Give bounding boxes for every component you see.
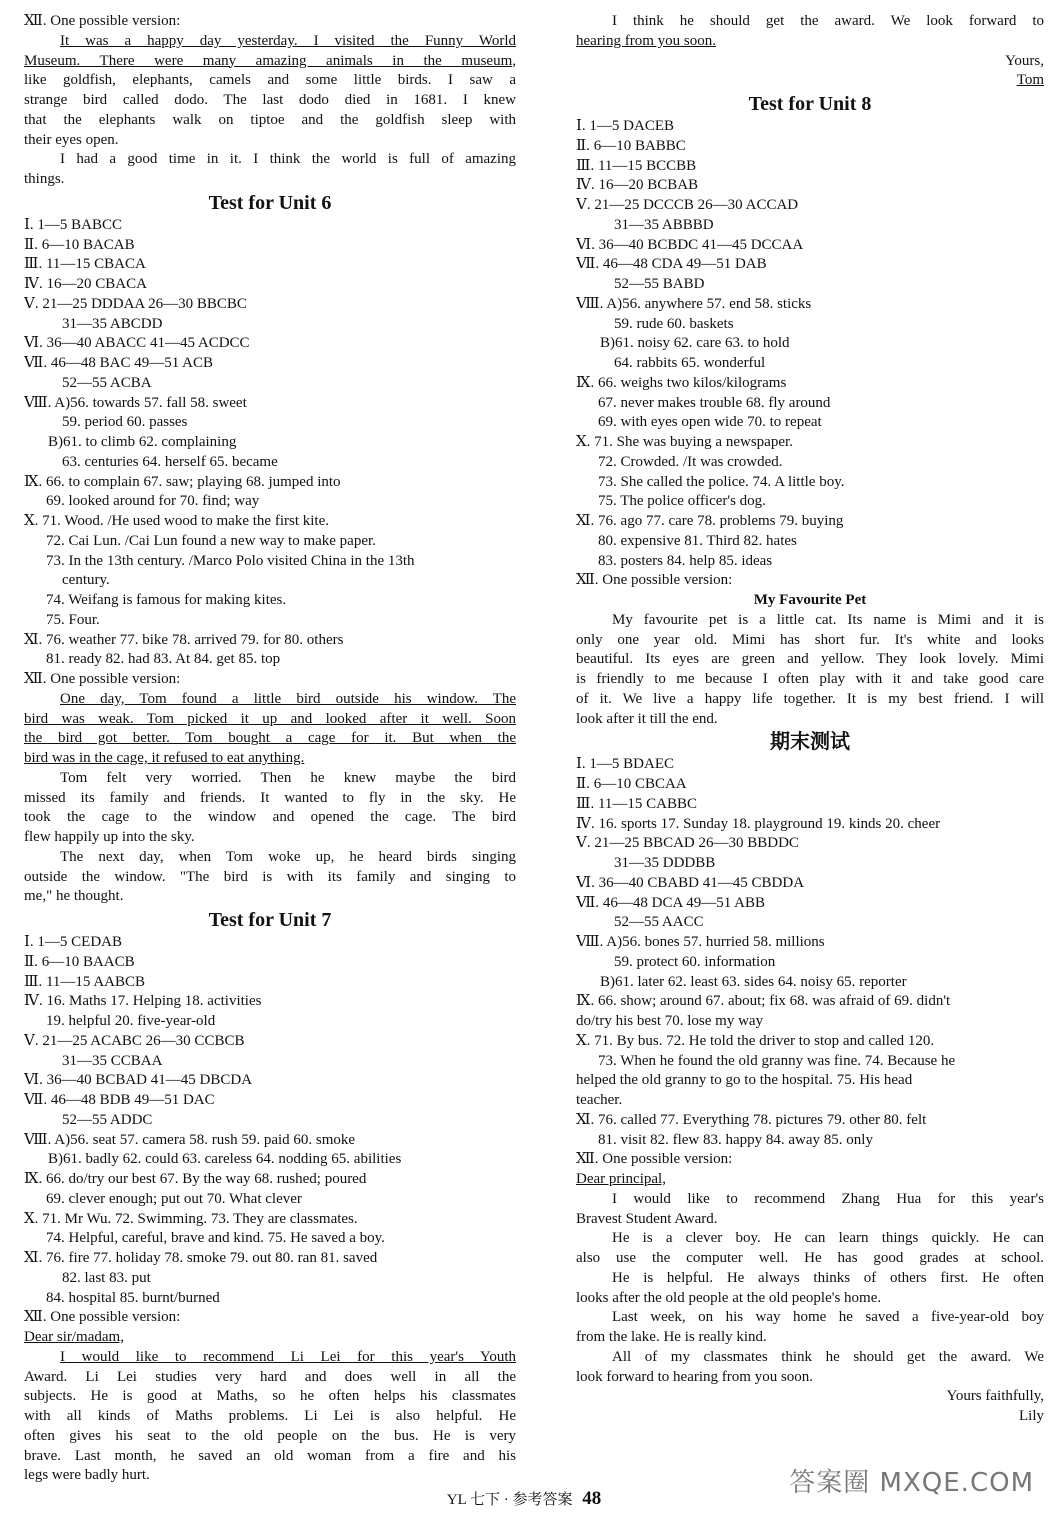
text-line: flew happily up into the sky.: [24, 829, 195, 845]
text-line: Ⅱ. 6—10 BAACB: [24, 953, 135, 970]
text-line: 83. posters 84. help 85. ideas: [598, 552, 773, 569]
text-line: He is helpful. He always thinks of others first. He often: [612, 1269, 1044, 1286]
text-line: Ⅻ. One possible version:: [24, 671, 181, 687]
text-line: Ⅹ. 71. She was buying a newspaper.: [576, 434, 793, 450]
text-line: Ⅺ. 76. weather 77. bike 78. arrived 79. for 80. others: [24, 631, 344, 648]
text-line: I had a good time in it. I think the world is full of amazing: [60, 151, 516, 168]
text-line: 52—55 ADDC: [62, 1111, 153, 1128]
text-line: Ⅺ. 76. ago 77. care 78. problems 79. buying: [576, 513, 844, 529]
text-line: is friendly to me because I often play with it and take good care: [576, 671, 1044, 687]
text-line: Ⅺ. 76. fire 77. holiday 78. smoke 79. out 80. ran 81. saved: [24, 1250, 378, 1266]
text-line: 69. with eyes open wide 70. to repeat: [598, 414, 822, 431]
text-line: Lily: [1019, 1408, 1044, 1424]
text-line: My Favourite Pet: [753, 592, 867, 608]
text-line: 73. In the 13th century. /Marco Polo visited China in the 13th: [46, 552, 415, 569]
text-line: Ⅵ. 36—40 BCBDC 41—45 DCCAA: [576, 236, 804, 253]
text-line: B)61. badly 62. could 63. careless 64. nodding 65. abilities: [48, 1151, 402, 1168]
text-line: My favourite pet is a little cat. Its name is Mimi and it is: [612, 611, 1044, 628]
text-line: missed its family and friends. It wanted to fly in the sky. He: [24, 789, 516, 806]
text-line: Ⅰ. 1—5 DACEB: [576, 118, 675, 134]
text-line: 80. expensive 81. Third 82. hates: [598, 532, 797, 549]
text-line: with all kinds of Maths problems. Li Lei is also helpful. He: [24, 1408, 516, 1424]
text-line: Ⅶ. 46—48 CDA 49—51 DAB: [576, 256, 767, 273]
text-line: Ⅴ. 21—25 BBCAD 26—30 BBDDC: [576, 835, 799, 852]
text-line: also use the computer well. He has good grades at school.: [576, 1250, 1044, 1266]
text-line: Ⅸ. 66. show; around 67. about; fix 68. was afraid of 69. didn't: [576, 993, 951, 1010]
text-line: 52—55 ACBA: [62, 374, 152, 391]
right-column: [576, 12, 1044, 1427]
text-line: Ⅰ. 1—5 BABCC: [24, 216, 123, 233]
text-line: 64. rabbits 65. wonderful: [614, 355, 766, 371]
text-line: 52—55 BABD: [614, 276, 705, 292]
text-line: look forward to hearing from you soon.: [576, 1368, 814, 1385]
text-line: Dear sir/madam,: [24, 1329, 124, 1345]
text-line: took the cage to the window and opened the cage. The bird: [24, 809, 516, 826]
text-line: Ⅺ. 76. called 77. Everything 78. pictures 79. other 80. felt: [576, 1111, 927, 1128]
text-line: 74. Helpful, careful, brave and kind. 75. He saved a boy.: [46, 1230, 385, 1247]
text-line: Museum. There were many amazing animals in the museum,: [24, 52, 516, 69]
text-line: Ⅻ. One possible version:: [576, 572, 733, 589]
text-line: the bird got better. Tom bought a cage for it. But when the: [24, 730, 516, 747]
text-line: I would like to recommend Li Lei for this year's Youth: [60, 1348, 516, 1365]
text-line: 31—35 DDDBB: [614, 855, 716, 871]
section-heading: Test for Unit 8: [748, 93, 872, 115]
text-line: Ⅸ. 66. weighs two kilos/kilograms: [576, 374, 787, 391]
text-line: B)61. noisy 62. care 63. to hold: [600, 335, 790, 352]
text-line: teacher.: [576, 1092, 623, 1108]
text-line: Ⅷ. A)56. towards 57. fall 58. sweet: [24, 394, 247, 411]
text-line: It was a happy day yesterday. I visited the Funny World: [60, 32, 516, 49]
text-line: beautiful. Its eyes are green and yellow. They look lovely. Mimi: [576, 651, 1044, 668]
text-line: 59. period 60. passes: [62, 414, 188, 431]
text-line: subjects. He is good at Maths, so he often helps his classmates: [24, 1388, 516, 1405]
text-line: brave. Last month, he saved an old woman from a fire and his: [24, 1447, 516, 1464]
text-line: 69. clever enough; put out 70. What clever: [46, 1190, 302, 1207]
text-line: Award. Li Lei studies very hard and does well in all the: [24, 1368, 516, 1385]
text-line: 73. She called the police. 74. A little boy.: [598, 473, 845, 490]
text-line: their eyes open.: [24, 131, 119, 148]
text-line: 84. hospital 85. burnt/burned: [46, 1289, 220, 1306]
text-line: The next day, when Tom woke up, he heard birds singing: [60, 848, 516, 865]
text-line: Ⅳ. 16. Maths 17. Helping 18. activities: [24, 993, 262, 1010]
text-line: 69. looked around for 70. find; way: [46, 493, 260, 510]
text-line: 19. helpful 20. five-year-old: [46, 1013, 216, 1029]
text-line: 73. When he found the old granny was fine. 74. Because he: [598, 1052, 956, 1069]
text-line: Ⅱ. 6—10 BABBC: [576, 137, 686, 154]
text-line: century.: [62, 572, 110, 589]
text-line: things.: [24, 171, 65, 187]
text-line: 59. rude 60. baskets: [614, 315, 734, 332]
section-heading: Test for Unit 7: [208, 909, 332, 931]
text-line: Ⅰ. 1—5 CEDAB: [24, 934, 123, 950]
text-line: 59. protect 60. information: [614, 953, 776, 970]
text-line: Ⅲ. 11—15 AABCB: [24, 973, 146, 990]
text-line: often gives his seat to the old people on the bus. He is very: [24, 1427, 516, 1444]
text-line: Ⅸ. 66. do/try our best 67. By the way 68. rushed; poured: [24, 1171, 367, 1187]
text-line: 75. The police officer's dog.: [598, 493, 766, 510]
text-line: I would like to recommend Zhang Hua for this year's: [612, 1190, 1044, 1207]
text-line: 72. Cai Lun. /Cai Lun found a new way to make paper.: [46, 532, 376, 549]
text-line: Ⅻ. One possible version:: [24, 13, 181, 29]
text-line: Tom: [1016, 72, 1044, 89]
section-heading: Test for Unit 6: [208, 191, 332, 214]
text-line: Dear principal,: [576, 1171, 666, 1187]
text-line: Ⅲ. 11—15 CBACA: [24, 256, 146, 273]
text-line: Ⅷ. A)56. bones 57. hurried 58. millions: [576, 934, 825, 950]
text-line: Ⅱ. 6—10 CBCAA: [576, 776, 687, 792]
text-line: He is a clever boy. He can learn things quickly. He can: [612, 1230, 1044, 1247]
text-line: Ⅲ. 11—15 CABBC: [576, 795, 698, 812]
text-line: Bravest Student Award.: [576, 1210, 718, 1227]
text-line: of it. We live a happy life together. It is my best friend. I will: [576, 690, 1044, 707]
watermark-logo: 答案圈 MXQE.COM: [789, 1468, 1034, 1498]
text-line: 31—35 ABCDD: [62, 315, 163, 332]
text-line: Ⅳ. 16—20 CBACA: [24, 276, 147, 292]
text-line: legs were badly hurt.: [24, 1467, 150, 1484]
text-line: 31—35 ABBBD: [614, 216, 714, 233]
text-line: B)61. to climb 62. complaining: [48, 434, 237, 450]
text-line: that the elephants walk on tiptoe and the goldfish sleep with: [24, 111, 516, 128]
text-line: Ⅶ. 46—48 BAC 49—51 ACB: [24, 355, 213, 371]
text-line: Tom felt very worried. Then he knew maybe the bird: [60, 769, 516, 786]
text-line: One day, Tom found a little bird outside his window. The: [60, 690, 516, 707]
text-line: looks after the old people at the old people's home.: [576, 1289, 882, 1306]
text-line: 63. centuries 64. herself 65. became: [62, 453, 278, 470]
text-line: hearing from you soon.: [576, 32, 716, 49]
text-line: Ⅵ. 36—40 BCBAD 41—45 DBCDA: [24, 1072, 253, 1089]
text-line: I think he should get the award. We look forward to: [612, 13, 1044, 29]
text-line: 74. Weifang is famous for making kites.: [46, 592, 287, 608]
text-line: like goldfish, elephants, camels and some little birds. I saw a: [24, 72, 516, 89]
text-line: helped the old granny to go to the hospital. 75. His head: [576, 1072, 913, 1089]
text-line: Ⅰ. 1—5 BDAEC: [576, 756, 675, 773]
text-line: bird was weak. Tom picked it up and looked after it well. Soon: [24, 710, 516, 727]
text-line: Ⅴ. 21—25 ACABC 26—30 CCBCB: [24, 1032, 245, 1049]
text-line: 82. last 83. put: [62, 1269, 151, 1286]
text-line: Ⅷ. A)56. seat 57. camera 58. rush 59. paid 60. smoke: [24, 1131, 356, 1148]
text-line: 81. visit 82. flew 83. happy 84. away 85. only: [598, 1131, 873, 1148]
text-line: Ⅹ. 71. Wood. /He used wood to make the first kite.: [24, 513, 329, 529]
text-line: Ⅵ. 36—40 ABACC 41—45 ACDCC: [24, 335, 250, 352]
text-line: All of my classmates think he should get the award. We: [612, 1348, 1044, 1365]
text-line: do/try his best 70. lose my way: [576, 1013, 764, 1029]
text-line: Ⅹ. 71. By bus. 72. He told the driver to stop and called 120.: [576, 1032, 935, 1049]
text-line: Ⅴ. 21—25 DDDAA 26—30 BBCBC: [24, 295, 247, 312]
text-line: Ⅸ. 66. to complain 67. saw; playing 68. jumped into: [24, 473, 341, 490]
page-number: 48: [582, 1488, 602, 1509]
text-line: Ⅶ. 46—48 BDB 49—51 DAC: [24, 1092, 215, 1108]
text-line: strange bird called dodo. The last dodo died in 1681. I knew: [24, 92, 516, 108]
text-line: 81. ready 82. had 83. At 84. get 85. top: [46, 651, 281, 668]
text-line: Ⅹ. 71. Mr Wu. 72. Swimming. 73. They are classmates.: [24, 1210, 358, 1227]
text-line: B)61. later 62. least 63. sides 64. noisy 65. reporter: [600, 973, 907, 990]
text-line: Ⅵ. 36—40 CBABD 41—45 CBDDA: [576, 874, 805, 891]
text-line: look after it till the end.: [576, 710, 718, 727]
text-line: Ⅻ. One possible version:: [24, 1309, 181, 1326]
text-line: Ⅴ. 21—25 DCCCB 26—30 ACCAD: [576, 197, 799, 213]
text-line: 31—35 CCBAA: [62, 1052, 163, 1069]
text-line: bird was in the cage, it refused to eat anything.: [24, 750, 305, 766]
section-heading: 期末测试: [770, 731, 850, 754]
text-line: only one year old. Mimi has short fur. It's white and looks: [576, 631, 1044, 648]
text-line: outside the window. "The bird is with its family and singing to: [24, 868, 516, 885]
text-line: 67. never makes trouble 68. fly around: [598, 394, 831, 411]
left-column: [24, 12, 516, 1486]
text-line: Yours faithfully,: [946, 1388, 1044, 1405]
text-line: Ⅱ. 6—10 BACAB: [24, 236, 135, 253]
text-line: 75. Four.: [46, 611, 100, 628]
text-line: Ⅲ. 11—15 BCCBB: [576, 157, 697, 174]
text-line: Ⅷ. A)56. anywhere 57. end 58. sticks: [576, 295, 812, 312]
text-line: Ⅳ. 16—20 BCBAB: [576, 177, 699, 194]
text-line: 72. Crowded. /It was crowded.: [598, 453, 783, 470]
text-line: from the lake. He is really kind.: [576, 1329, 767, 1345]
text-line: Ⅳ. 16. sports 17. Sunday 18. playground 19. kinds 20. cheer: [576, 815, 941, 832]
text-line: me," he thought.: [24, 888, 124, 905]
text-line: 52—55 AACC: [614, 914, 704, 931]
text-line: Ⅶ. 46—48 DCA 49—51 ABB: [576, 894, 765, 911]
text-line: Yours,: [1005, 52, 1044, 69]
text-line: Ⅻ. One possible version:: [576, 1151, 733, 1168]
footer-label: YL 七下 · 参考答案: [446, 1492, 573, 1508]
text-line: Last week, on his way home he saved a five-year-old boy: [612, 1309, 1044, 1326]
